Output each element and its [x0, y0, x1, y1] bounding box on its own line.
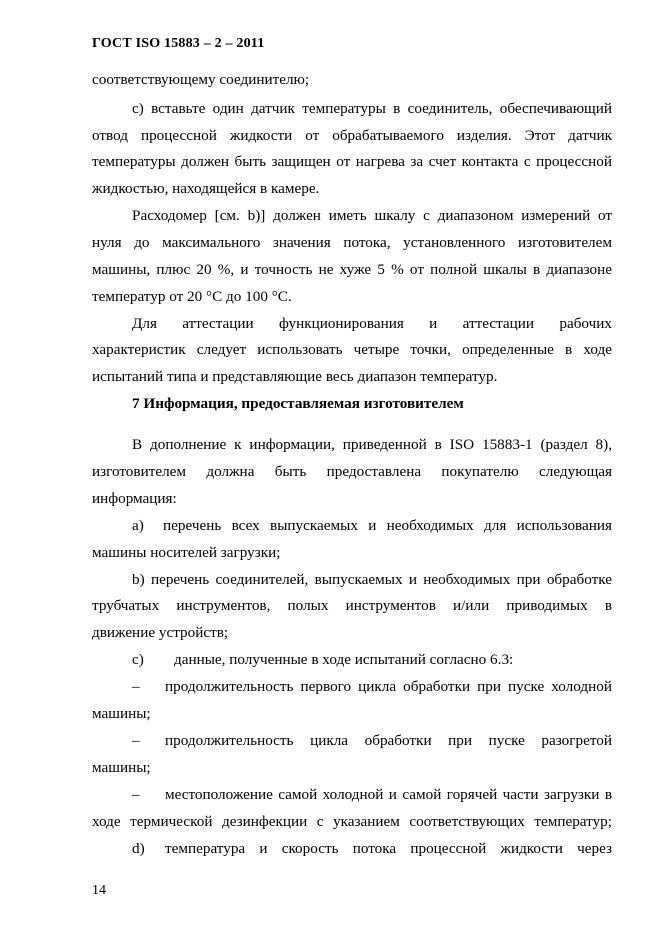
text-line: трубчатых инструментов, полых инструментов и/или приводимых в	[92, 597, 612, 614]
dash-label: –	[132, 786, 140, 803]
text-line: ходе термической дезинфекции с указанием соответствующих температур;	[92, 813, 612, 830]
text-line: изготовителем должна быть предоставлена покупателю следующая	[92, 463, 612, 480]
page-number: 14	[92, 883, 106, 898]
text-line: движение устройств;	[92, 624, 229, 641]
text-line: Расходомер [см. b)] должен иметь шкалу с диапазоном измерений от	[132, 207, 612, 224]
text-line: жидкостью, находящейся в камере.	[92, 180, 320, 197]
text-line: соответствующему соединителю;	[92, 71, 310, 88]
text-line: температура и скорость потока процессной жидкости через	[165, 840, 612, 857]
text-line: c) вставьте один датчик температуры в соединитель, обеспечивающий	[132, 100, 612, 117]
text-line: данные, полученные в ходе испытаний согласно 6.3:	[174, 651, 514, 668]
text-line: машины;	[92, 759, 151, 776]
text-line: Для аттестации функционирования и аттестации рабочих	[132, 315, 612, 332]
list-label-d: d)	[132, 840, 145, 857]
document-header: ГОСТ ISO 15883 – 2 – 2011	[92, 36, 265, 51]
text-line: температур от 20 °С до 100 °С.	[92, 288, 292, 305]
text-line: температуры должен быть защищен от нагрева за счет контакта с процессной	[92, 153, 612, 170]
dash-label: –	[132, 678, 140, 695]
text-line: машины, плюс 20 %, и точность не хуже 5 % от полной шкалы в диапазоне	[92, 261, 612, 278]
list-label-a: a)	[132, 517, 144, 534]
section-heading: 7 Информация, предоставляемая изготовителем	[132, 395, 464, 412]
text-line: информация:	[92, 490, 177, 507]
dash-label: –	[132, 732, 140, 749]
text-line: нуля до максимального значения потока, установленного изготовителем	[92, 234, 612, 251]
text-line: машины носителей загрузки;	[92, 544, 281, 561]
text-line: местоположение самой холодной и самой горячей части загрузки в	[165, 786, 612, 803]
text-line: продолжительность цикла обработки при пуске разогретой	[165, 732, 612, 749]
list-label-c: c)	[132, 651, 144, 668]
text-line: характеристик следует использовать четыре точки, определенные в ходе	[92, 341, 612, 358]
text-line: испытаний типа и представляющие весь диапазон температур.	[92, 368, 498, 385]
text-line: машины;	[92, 705, 151, 722]
text-line: перечень всех выпускаемых и необходимых для использования	[163, 517, 612, 534]
text-line: продолжительность первого цикла обработки при пуске холодной	[165, 678, 612, 695]
text-line: В дополнение к информации, приведенной в ISO 15883-1 (раздел 8),	[132, 436, 612, 453]
text-line: отвод процессной жидкости от обрабатываемого изделия. Этот датчик	[92, 127, 612, 144]
text-line: b) перечень соединителей, выпускаемых и необходимых при обработке	[132, 571, 612, 588]
